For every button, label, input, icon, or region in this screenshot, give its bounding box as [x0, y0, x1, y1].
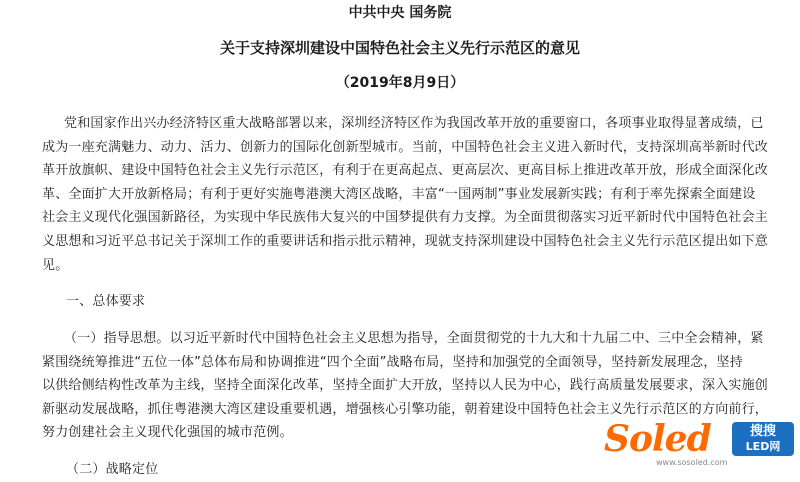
document-issuer: 中共中央 国务院	[348, 5, 452, 21]
document-title: 关于支持深圳建设中国特色社会主义先行示范区的意见	[219, 39, 580, 57]
paragraph-line: 新驱动发展战略，抓住粤港澳大湾区建设重要机遇，增强核心引擎功能，朝着建设中国特色社会主义先行示范区的方向前行，	[42, 401, 769, 417]
watermark-badge-bottom: LED网	[745, 440, 781, 453]
paragraph-line: 党和国家作出兴办经济特区重大战略部署以来，深圳经济特区作为我国改革开放的重要窗口，各项事业取得显著成绩，已	[64, 116, 764, 131]
paragraph-line: 努力创建社会主义现代化强国的城市范例。	[42, 425, 293, 441]
paragraph-line: 以供给侧结构性改革为主线，坚持全面深化改革，坚持全面扩大开放，坚持以人民为中心，践行高质量发展要求，深入实施创	[42, 378, 769, 394]
paragraph-line: 紧围绕统筹推进“五位一体”总体布局和协调推进“四个全面”战略布局，坚持和加强党的全面领导，坚持新发展理念，坚持	[42, 354, 743, 370]
watermark-logo	[604, 412, 794, 470]
paragraph-line: （一）指导思想。以习近平新时代中国特色社会主义思想为指导，全面贯彻党的十九大和十九届二中、三中全会精神，紧	[64, 331, 764, 346]
watermark-badge	[732, 422, 794, 456]
paragraph-line: 见。	[42, 257, 69, 273]
paragraph-line: 革、全面扩大开放新格局；有利于更好实施粤港澳大湾区战略，丰富“一国两制”事业发展新实践；有利于率先探索全面建设	[42, 186, 756, 202]
paragraph-line: 义思想和习近平总书记关于深圳工作的重要讲话和指示批示精神，现就支持深圳建设中国特色社会主义先行示范区提出如下意	[42, 233, 769, 249]
paragraph-line: 成为一座充满魅力、动力、活力、创新力的国际化创新型城市。当前，中国特色社会主义进入新时代，支持深圳高举新时代改	[42, 139, 769, 155]
paragraph-preamble	[42, 112, 770, 277]
section-heading-general-requirements: 一、总体要求	[66, 294, 146, 309]
watermark-url: www.sosoled.com	[656, 458, 728, 467]
watermark-logo-text: Soled	[604, 418, 711, 460]
paragraph-line: 革开放旗帜、建设中国特色社会主义先行示范区，有利于在更高起点、更高层次、更高目标上推进改革开放，形成全面深化改	[42, 163, 769, 179]
watermark-badge-top: 搜搜	[749, 424, 776, 439]
document-date: （2019年8月9日）	[335, 75, 465, 91]
section-heading-strategic-positioning: （二）战略定位	[66, 462, 159, 477]
paragraph-line: 社会主义现代化强国新路径，为实现中华民族伟大复兴的中国梦提供有力支撑。为全面贯彻落实习近平新时代中国特色社会主	[42, 210, 769, 226]
